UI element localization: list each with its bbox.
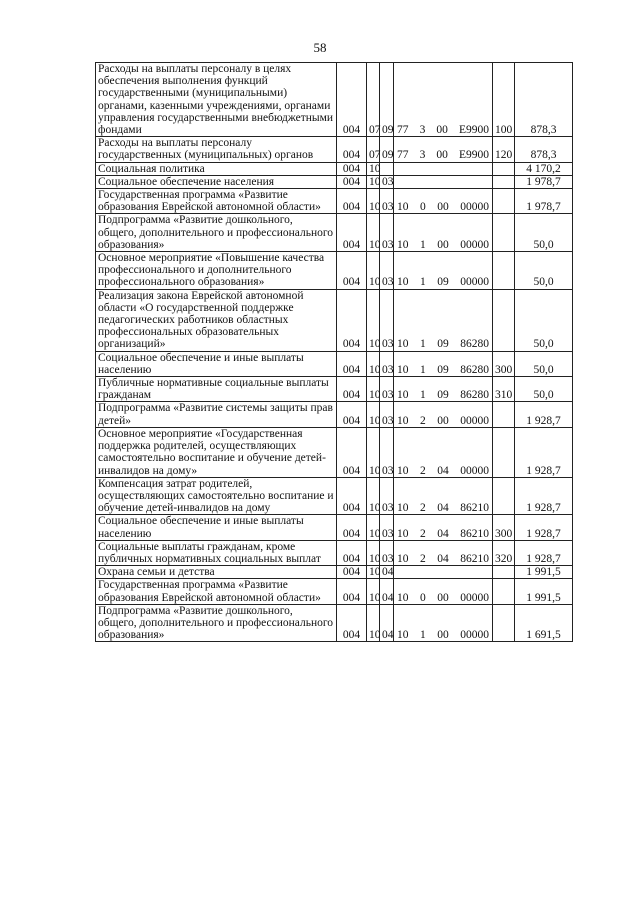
row-subsection-code: 03 bbox=[380, 214, 394, 252]
row-target-article bbox=[394, 252, 493, 290]
target-article-part: 09 bbox=[437, 276, 449, 289]
row-expense-type bbox=[493, 252, 515, 290]
row-section-code: 10 bbox=[367, 540, 380, 565]
row-amount: 1 978,7 bbox=[515, 175, 573, 188]
budget-table bbox=[95, 62, 573, 642]
target-article-part: 2 bbox=[420, 502, 426, 515]
target-article-part: 0 bbox=[420, 591, 426, 604]
target-article-part: 10 bbox=[397, 552, 409, 565]
target-article-part: 2 bbox=[420, 527, 426, 540]
row-expense-type bbox=[493, 402, 515, 427]
row-target-article bbox=[394, 604, 493, 642]
target-article-part: 86280 bbox=[460, 363, 489, 376]
row-target-article bbox=[394, 540, 493, 565]
target-article-part: 09 bbox=[437, 338, 449, 351]
row-section-code: 10 bbox=[367, 252, 380, 290]
table-row bbox=[96, 63, 573, 137]
row-amount: 50,0 bbox=[515, 377, 573, 402]
row-expense-type: 120 bbox=[493, 137, 515, 162]
row-admin-code: 004 bbox=[337, 162, 367, 175]
target-article-part: 86280 bbox=[460, 389, 489, 402]
row-admin-code: 004 bbox=[337, 402, 367, 427]
row-section-code: 10 bbox=[367, 351, 380, 376]
row-name: Охрана семьи и детства bbox=[96, 566, 337, 579]
row-expense-type bbox=[493, 566, 515, 579]
row-admin-code: 004 bbox=[337, 540, 367, 565]
target-article-code bbox=[396, 201, 490, 213]
target-article-code bbox=[396, 528, 490, 540]
row-section-code: 10 bbox=[367, 377, 380, 402]
row-expense-type bbox=[493, 427, 515, 477]
row-admin-code: 004 bbox=[337, 252, 367, 290]
row-amount: 1 928,7 bbox=[515, 540, 573, 565]
row-target-article bbox=[394, 63, 493, 137]
row-target-article bbox=[394, 579, 493, 604]
row-subsection-code: 03 bbox=[380, 252, 394, 290]
row-amount: 1 928,7 bbox=[515, 477, 573, 515]
target-article-part: 1 bbox=[420, 338, 426, 351]
target-article-part: 10 bbox=[397, 414, 409, 427]
target-article-part: 86210 bbox=[460, 502, 489, 515]
row-target-article bbox=[394, 402, 493, 427]
target-article-code bbox=[396, 364, 490, 376]
row-admin-code: 004 bbox=[337, 351, 367, 376]
row-name: Социальное обеспечение и иные выплаты населению bbox=[96, 515, 337, 540]
row-admin-code: 004 bbox=[337, 63, 367, 137]
row-section-code: 10 bbox=[367, 579, 380, 604]
row-amount: 50,0 bbox=[515, 351, 573, 376]
target-article-code bbox=[396, 592, 490, 604]
row-expense-type: 320 bbox=[493, 540, 515, 565]
table-row bbox=[96, 137, 573, 162]
row-admin-code: 004 bbox=[337, 579, 367, 604]
target-article-code bbox=[396, 502, 490, 514]
row-amount: 1 928,7 bbox=[515, 515, 573, 540]
row-name: Основное мероприятие «Повышение качества профессионального и дополнительного профессионального образования» bbox=[96, 252, 337, 290]
row-admin-code: 004 bbox=[337, 175, 367, 188]
row-admin-code: 004 bbox=[337, 477, 367, 515]
row-section-code: 10 bbox=[367, 604, 380, 642]
row-name: Расходы на выплаты персоналу в целях обеспечения выполнения функций государственными (муниципальными) органами, казенными учреждениями, органами управления государственными внебюджетными фондами bbox=[96, 63, 337, 137]
row-section-code: 10 bbox=[367, 214, 380, 252]
row-expense-type: 310 bbox=[493, 377, 515, 402]
target-article-part: 00000 bbox=[460, 414, 489, 427]
table-row bbox=[96, 351, 573, 376]
row-name: Социальная политика bbox=[96, 162, 337, 175]
target-article-part: 00000 bbox=[460, 201, 489, 214]
row-section-code: 10 bbox=[367, 175, 380, 188]
table-row bbox=[96, 289, 573, 351]
row-amount: 50,0 bbox=[515, 252, 573, 290]
row-subsection-code: 04 bbox=[380, 604, 394, 642]
target-article-part: 3 bbox=[419, 124, 426, 137]
table-row bbox=[96, 566, 573, 579]
table-row bbox=[96, 579, 573, 604]
row-admin-code: 004 bbox=[337, 137, 367, 162]
row-subsection-code: 03 bbox=[380, 351, 394, 376]
row-subsection-code: 03 bbox=[380, 377, 394, 402]
row-subsection-code: 03 bbox=[380, 189, 394, 214]
row-amount: 4 170,2 bbox=[515, 162, 573, 175]
target-article-part: 86210 bbox=[460, 527, 489, 540]
row-amount: 1 928,7 bbox=[515, 402, 573, 427]
row-target-article bbox=[394, 566, 493, 579]
row-section-code: 10 bbox=[367, 477, 380, 515]
row-admin-code: 004 bbox=[337, 214, 367, 252]
target-article-part: 1 bbox=[420, 276, 426, 289]
target-article-part: Е9900 bbox=[458, 149, 489, 162]
row-target-article bbox=[394, 137, 493, 162]
target-article-part: 09 bbox=[437, 389, 449, 402]
target-article-code bbox=[396, 389, 490, 401]
target-article-part: 04 bbox=[437, 527, 449, 540]
target-article-part: 00 bbox=[437, 201, 449, 214]
row-name: Расходы на выплаты персоналу государственных (муниципальных) органов bbox=[96, 137, 337, 162]
row-expense-type bbox=[493, 604, 515, 642]
table-row bbox=[96, 402, 573, 427]
target-article-part: 00 bbox=[437, 591, 449, 604]
target-article-part: 10 bbox=[397, 527, 409, 540]
row-target-article bbox=[394, 214, 493, 252]
target-article-part: 1 bbox=[420, 389, 426, 402]
row-subsection-code: 04 bbox=[380, 579, 394, 604]
row-target-article bbox=[394, 289, 493, 351]
target-article-part: 77 bbox=[397, 124, 409, 137]
target-article-part: 2 bbox=[420, 464, 426, 477]
row-admin-code: 004 bbox=[337, 515, 367, 540]
row-amount: 1 691,5 bbox=[515, 604, 573, 642]
row-subsection-code bbox=[380, 162, 394, 175]
target-article-part: 86210 bbox=[460, 552, 489, 565]
table-row bbox=[96, 252, 573, 290]
target-article-part: 10 bbox=[397, 502, 409, 515]
target-article-code bbox=[396, 465, 490, 477]
row-admin-code: 004 bbox=[337, 566, 367, 579]
row-name: Публичные нормативные социальные выплаты гражданам bbox=[96, 377, 337, 402]
target-article-part: 10 bbox=[397, 338, 409, 351]
row-amount: 50,0 bbox=[515, 289, 573, 351]
row-expense-type bbox=[493, 579, 515, 604]
row-section-code: 10 bbox=[367, 289, 380, 351]
row-section-code: 10 bbox=[367, 427, 380, 477]
target-article-part: 2 bbox=[420, 552, 426, 565]
target-article-part: 10 bbox=[397, 591, 409, 604]
page-number: 58 bbox=[313, 40, 327, 55]
target-article-code bbox=[396, 629, 490, 641]
row-target-article bbox=[394, 377, 493, 402]
target-article-part: 10 bbox=[397, 629, 409, 642]
row-admin-code: 004 bbox=[337, 427, 367, 477]
table-row bbox=[96, 477, 573, 515]
row-subsection-code: 03 bbox=[380, 515, 394, 540]
table-row bbox=[96, 604, 573, 642]
row-expense-type bbox=[493, 477, 515, 515]
target-article-part: 00000 bbox=[460, 276, 489, 289]
table-row bbox=[96, 214, 573, 252]
row-expense-type bbox=[493, 289, 515, 351]
row-admin-code: 004 bbox=[337, 377, 367, 402]
target-article-part: 00000 bbox=[460, 629, 489, 642]
row-subsection-code: 04 bbox=[380, 566, 394, 579]
table-row bbox=[96, 189, 573, 214]
row-target-article bbox=[394, 515, 493, 540]
row-section-code: 10 bbox=[367, 162, 380, 175]
row-subsection-code: 03 bbox=[380, 175, 394, 188]
row-admin-code: 004 bbox=[337, 604, 367, 642]
row-amount: 1 991,5 bbox=[515, 566, 573, 579]
table-row bbox=[96, 427, 573, 477]
row-target-article bbox=[394, 175, 493, 188]
target-article-part: 04 bbox=[437, 552, 449, 565]
target-article-part: 00 bbox=[437, 414, 449, 427]
row-name: Социальное обеспечение населения bbox=[96, 175, 337, 188]
target-article-part: 77 bbox=[397, 149, 409, 162]
target-article-part: 10 bbox=[397, 201, 409, 214]
row-name: Подпрограмма «Развитие системы защиты прав детей» bbox=[96, 402, 337, 427]
row-subsection-code: 03 bbox=[380, 540, 394, 565]
row-section-code: 10 bbox=[367, 515, 380, 540]
row-expense-type bbox=[493, 175, 515, 188]
table-row bbox=[96, 515, 573, 540]
target-article-code bbox=[396, 276, 490, 288]
row-amount: 878,3 bbox=[515, 137, 573, 162]
target-article-code bbox=[396, 338, 490, 350]
row-expense-type: 100 bbox=[493, 63, 515, 137]
row-section-code: 10 bbox=[367, 566, 380, 579]
row-section-code: 07 bbox=[367, 137, 380, 162]
row-subsection-code: 03 bbox=[380, 289, 394, 351]
target-article-code bbox=[396, 239, 490, 251]
budget-table-body bbox=[96, 63, 573, 642]
row-admin-code: 004 bbox=[337, 289, 367, 351]
row-name: Основное мероприятие «Государственная поддержка родителей, осуществляющих самостоятельно воспитание и обучение детей-инвалидов на дому» bbox=[96, 427, 337, 477]
target-article-part: 00000 bbox=[460, 591, 489, 604]
target-article-part: 09 bbox=[437, 363, 449, 376]
row-expense-type bbox=[493, 214, 515, 252]
table-row bbox=[96, 175, 573, 188]
row-section-code: 10 bbox=[367, 189, 380, 214]
row-target-article bbox=[394, 189, 493, 214]
target-article-part: 2 bbox=[420, 414, 426, 427]
row-name: Компенсация затрат родителей, осуществляющих самостоятельно воспитание и обучение детей-инвалидов на дому bbox=[96, 477, 337, 515]
target-article-part: 00 bbox=[437, 238, 449, 251]
target-article-part: 00000 bbox=[460, 238, 489, 251]
row-name: Подпрограмма «Развитие дошкольного, общего, дополнительного и профессионального образования» bbox=[96, 604, 337, 642]
row-section-code: 07 bbox=[367, 63, 380, 137]
target-article-part: 00 bbox=[437, 629, 449, 642]
row-expense-type bbox=[493, 162, 515, 175]
target-article-part: 00000 bbox=[460, 464, 489, 477]
row-amount: 1 978,7 bbox=[515, 189, 573, 214]
row-target-article bbox=[394, 477, 493, 515]
row-amount: 1 928,7 bbox=[515, 427, 573, 477]
table-row bbox=[96, 377, 573, 402]
row-subsection-code: 03 bbox=[380, 427, 394, 477]
target-article-part: 04 bbox=[437, 502, 449, 515]
target-article-part: 10 bbox=[397, 238, 409, 251]
row-subsection-code: 03 bbox=[380, 402, 394, 427]
target-article-part: 1 bbox=[420, 363, 426, 376]
row-target-article bbox=[394, 162, 493, 175]
row-target-article bbox=[394, 351, 493, 376]
row-admin-code: 004 bbox=[337, 189, 367, 214]
row-target-article bbox=[394, 427, 493, 477]
table-row bbox=[96, 162, 573, 175]
target-article-code bbox=[396, 415, 490, 427]
row-name: Реализация закона Еврейской автономной области «О государственной поддержке педагогических работников областных профессиональных образовательных организаций» bbox=[96, 289, 337, 351]
target-article-part: 10 bbox=[397, 389, 409, 402]
target-article-part: 10 bbox=[397, 276, 409, 289]
row-subsection-code: 09 bbox=[380, 137, 394, 162]
row-subsection-code: 03 bbox=[380, 477, 394, 515]
target-article-part: 00 bbox=[436, 149, 448, 162]
row-amount: 1 991,5 bbox=[515, 579, 573, 604]
row-section-code: 10 bbox=[367, 402, 380, 427]
target-article-code bbox=[396, 149, 490, 161]
row-name: Государственная программа «Развитие образования Еврейской автономной области» bbox=[96, 189, 337, 214]
row-amount: 878,3 bbox=[515, 63, 573, 137]
target-article-part: 10 bbox=[397, 464, 409, 477]
target-article-part: 10 bbox=[397, 363, 409, 376]
row-expense-type: 300 bbox=[493, 515, 515, 540]
row-name: Подпрограмма «Развитие дошкольного, общего, дополнительного и профессионального образования» bbox=[96, 214, 337, 252]
target-article-part: 86280 bbox=[460, 338, 489, 351]
target-article-part: 1 bbox=[420, 629, 426, 642]
row-name: Государственная программа «Развитие образования Еврейской автономной области» bbox=[96, 579, 337, 604]
row-expense-type: 300 bbox=[493, 351, 515, 376]
target-article-part: 1 bbox=[420, 238, 426, 251]
row-name: Социальные выплаты гражданам, кроме публичных нормативных социальных выплат bbox=[96, 540, 337, 565]
row-expense-type bbox=[493, 189, 515, 214]
target-article-part: 04 bbox=[437, 464, 449, 477]
row-subsection-code: 09 bbox=[380, 63, 394, 137]
row-amount: 50,0 bbox=[515, 214, 573, 252]
target-article-code bbox=[396, 124, 490, 136]
table-row bbox=[96, 540, 573, 565]
target-article-part: Е9900 bbox=[458, 124, 489, 137]
target-article-part: 0 bbox=[420, 201, 426, 214]
target-article-part: 3 bbox=[419, 149, 426, 162]
target-article-code bbox=[396, 553, 490, 565]
target-article-part: 00 bbox=[436, 124, 448, 137]
row-name: Социальное обеспечение и иные выплаты населению bbox=[96, 351, 337, 376]
